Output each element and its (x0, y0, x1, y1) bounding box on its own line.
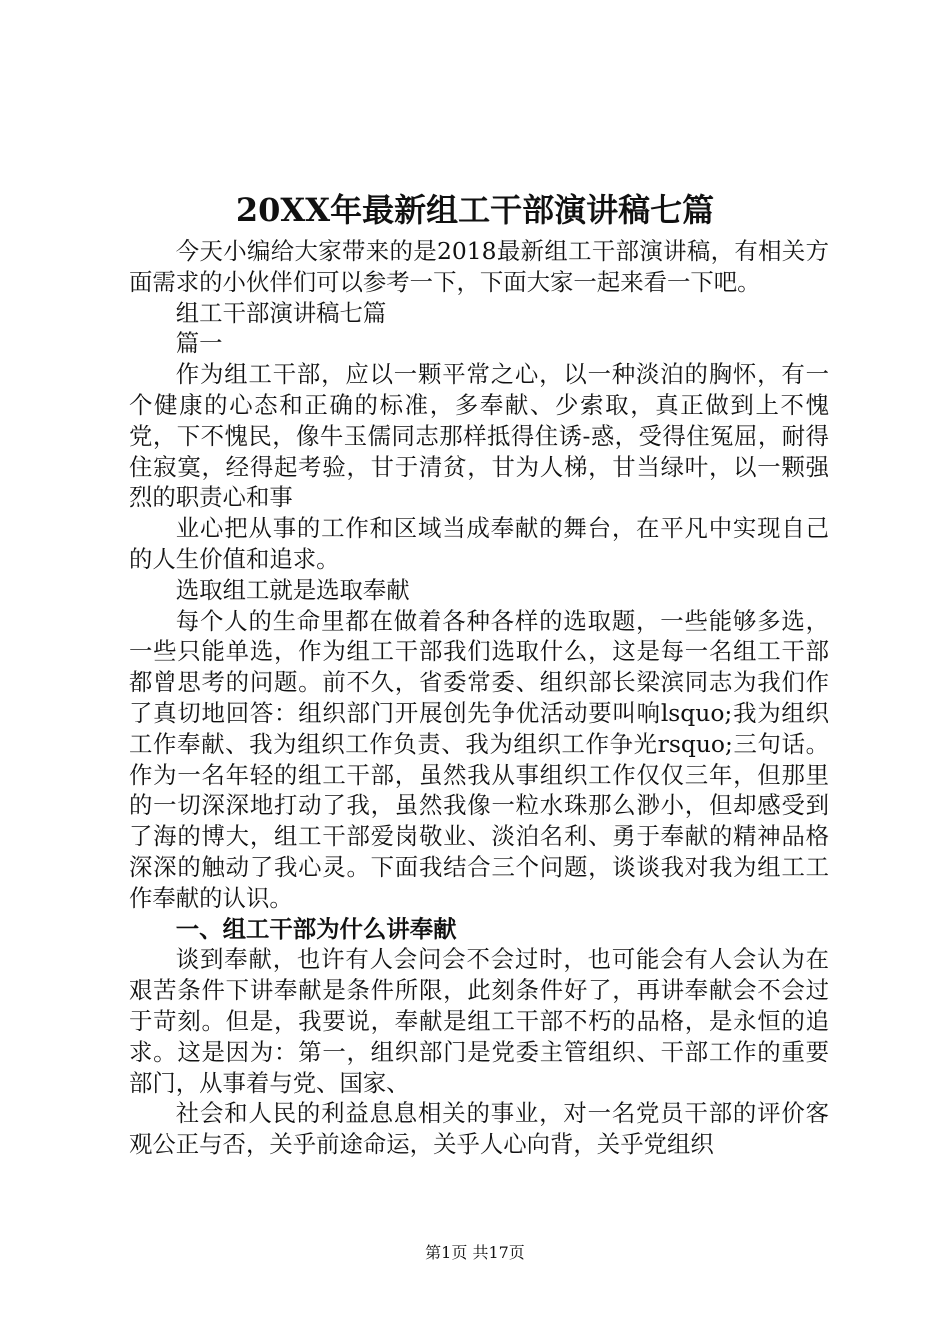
paragraph-subtitle: 组工干部演讲稿七篇 (175, 298, 387, 327)
section-heading: 一、组工干部为什么讲奉献 (175, 914, 457, 943)
document-body (129, 236, 829, 1160)
document-title: 20XX年最新组工干部演讲稿七篇 (235, 191, 715, 229)
paragraph-body: 业心把从事的工作和区域当成奉献的舞台，在平凡中实现自己的人生价值和追求。 (129, 514, 829, 573)
paragraph-body: 每个人的生命里都在做着各种各样的选取题，一些能够多选，一些只能单选，作为组工干部我们选取什么，这是每一名组工干部都曾思考的问题。前不久，省委常委、组织部长梁滨同志为我们作了真切地回答：组织部门开展创先争优活动要叫响lsquo;我为组织工作奉献、我为组织工作负责、我为组织工作争光rsquo;三句话。作为一名年轻的组工干部，虽然我从事组织工作仅仅三年，但那里的一切深深地打动了我，虽然我像一粒水珠那么渺小，但却感受到了海的博大，组工干部爱岗敬业、淡泊名利、勇于奉献的精神品格深深的触动了我心灵。下面我结合三个问题，谈谈我对我为组工工作奉献的认识。 (129, 606, 829, 912)
paragraph-section-label: 篇一 (175, 329, 223, 358)
paragraph-body: 谈到奉献，也许有人会问会不会过时，也可能会有人会认为在艰苦条件下讲奉献是条件所限，此刻条件好了，再讲奉献会不会过于苛刻。但是，我要说，奉献是组工干部不朽的品格，是永恒的追求。这是因为：第一，组织部门是党委主管组织、干部工作的重要部门，从事着与党、国家、 (129, 945, 829, 1097)
page-number-footer: 第1页 共17页 (425, 1243, 525, 1262)
paragraph-body: 社会和人民的利益息息相关的事业，对一名党员干部的评价客观公正与否，关乎前途命运，关乎人心向背，关乎党组织 (129, 1099, 829, 1159)
paragraph-subheading: 选取组工就是选取奉献 (175, 575, 410, 604)
paragraph-intro: 今天小编给大家带来的是2018最新组工干部演讲稿，有相关方面需求的小伙伴们可以参考一下，下面大家一起来看一下吧。 (129, 237, 829, 296)
paragraph-body: 作为组工干部，应以一颗平常之心，以一种淡泊的胸怀，有一个健康的心态和正确的标准，多奉献、少索取，真正做到上不愧党，下不愧民，像牛玉儒同志那样抵得住诱-惑，受得住冤屈，耐得住寂寞，经得起考验，甘于清贫，甘为人梯，甘当绿叶，以一颗强烈的职责心和事 (129, 360, 829, 512)
